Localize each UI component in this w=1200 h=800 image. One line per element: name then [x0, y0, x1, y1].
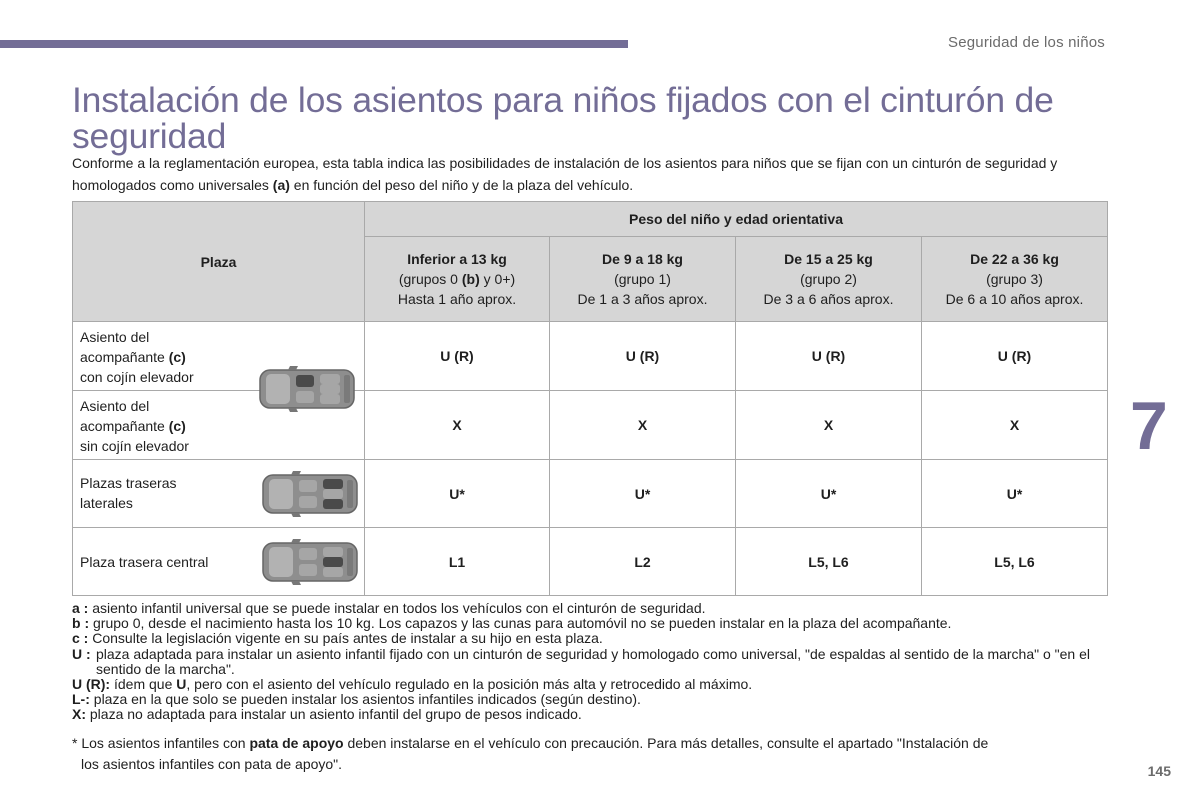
table-cell: U (R)	[550, 322, 736, 391]
table-cell: U (R)	[365, 322, 550, 391]
table-cell: U*	[736, 460, 922, 528]
seat-label-line: sin cojín elevador	[80, 438, 189, 454]
table-cell: U*	[365, 460, 550, 528]
seat-installation-table	[72, 201, 1108, 596]
table-row	[73, 391, 1108, 460]
table-cell: L5, L6	[736, 528, 922, 596]
note-text: ídem que	[110, 676, 177, 693]
section-header: Seguridad de los niños	[947, 34, 1105, 51]
note-key: U (R):	[72, 676, 111, 693]
chapter-number: 7	[1130, 388, 1168, 464]
note-bold: U	[176, 676, 187, 693]
seat-label	[73, 552, 250, 572]
intro-ref: (a)	[272, 177, 290, 193]
note-text: grupo 0, desde el nacimiento hasta los 10 kg. Los capazos y las cunas para automóvil no se pueden instalar en la plaza del acompañante.	[89, 615, 952, 632]
weight-group-age: Hasta 1 año aprox.	[397, 291, 517, 307]
seat-label	[73, 460, 250, 513]
seat-label-line: con cojín elevador	[80, 369, 194, 385]
intro-text-2: en función del peso del niño y de la plaza del vehículo.	[289, 177, 634, 193]
table-cell: U (R)	[736, 322, 922, 391]
footnote-line: los asientos infantiles con pata de apoyo".	[81, 756, 343, 772]
note-key: X:	[72, 706, 86, 723]
intro-text-1: Conforme a la reglamentación europea, esta tabla indica las posibilidades de instalación de los asientos para niños que se fijan con un cinturón de seguridad y homologados como universales	[72, 155, 1058, 193]
weight-group-sub: (grupo 3)	[986, 271, 1043, 287]
note-key: b :	[72, 615, 90, 632]
seat-cell	[73, 528, 365, 596]
seat-label-line	[80, 347, 250, 367]
table-cell: U*	[550, 460, 736, 528]
seat-label-line	[80, 416, 250, 436]
weight-group-title: De 22 a 36 kg	[970, 251, 1059, 267]
weight-group-header	[922, 237, 1108, 322]
weight-group-title: De 15 a 25 kg	[784, 251, 873, 267]
table-cell: X	[736, 391, 922, 460]
weight-group-sub-ref: (b)	[461, 271, 480, 287]
weight-group-sub	[365, 269, 549, 289]
seat-label-line: Asiento del	[80, 398, 150, 414]
table-cell: X	[922, 391, 1108, 460]
seat-label-line: laterales	[80, 495, 133, 511]
plaza-header: Plaza	[73, 202, 365, 322]
note-key: a :	[72, 600, 89, 616]
table-row	[73, 460, 1108, 528]
page-title: Instalación de los asientos para niños fijados con el cinturón de seguridad	[72, 80, 1054, 156]
weight-group-sub-text: (grupos 0	[398, 271, 462, 287]
note-key: U :	[72, 645, 91, 662]
car-front-passenger-seat-icon	[258, 365, 358, 413]
note-text: plaza adaptada para instalar un asiento infantil fijado con un cinturón de seguridad y homologado como universal, "de espaldas al sentido de la marcha" o "en el sentido de la marcha".	[96, 645, 1090, 677]
table-row	[73, 322, 1108, 391]
note-item	[72, 677, 1112, 692]
footnote-bold: pata de apoyo	[249, 735, 344, 751]
weight-group-header	[736, 237, 922, 322]
table-cell: X	[550, 391, 736, 460]
note-item	[72, 631, 1112, 646]
table-row	[73, 528, 1108, 596]
note-item	[72, 616, 1112, 631]
note-text: plaza no adaptada para instalar un asiento infantil del grupo de pesos indicado.	[86, 706, 582, 723]
footnote-text: deben instalarse en el vehículo con precaución. Para más detalles, consulte el apartado "Instalación de	[343, 735, 989, 751]
note-text: , pero con el asiento del vehículo regulado en la posición más alta y retrocedido al máximo.	[186, 676, 753, 693]
footnote-text: * Los asientos infantiles con	[72, 735, 250, 751]
weight-group-sub: (grupo 1)	[614, 271, 671, 287]
note-text: Consulte la legislación vigente en su país antes de instalar a su hijo en esta plaza.	[88, 630, 603, 647]
weight-group-sub: (grupo 2)	[800, 271, 857, 287]
seat-label-line: Plazas traseras	[80, 475, 177, 491]
note-key: L-:	[72, 691, 90, 708]
header-accent-bar	[0, 40, 628, 48]
car-rear-outer-seats-icon	[261, 470, 361, 518]
weight-group-age: De 6 a 10 años aprox.	[945, 291, 1084, 307]
note-key: c :	[72, 630, 89, 647]
table-cell: L1	[365, 528, 550, 596]
weight-group-title: Inferior a 13 kg	[407, 251, 507, 267]
legend-notes	[72, 601, 1112, 723]
table-cell: L5, L6	[922, 528, 1108, 596]
footnote	[72, 733, 1102, 775]
weight-group-header	[550, 237, 736, 322]
note-item	[72, 601, 1112, 616]
intro-paragraph	[72, 152, 1112, 196]
weight-group-header	[365, 237, 550, 322]
note-item	[72, 692, 1112, 707]
weight-group-age: De 1 a 3 años aprox.	[577, 291, 708, 307]
footnote-line	[72, 733, 1102, 754]
table-cell: U*	[922, 460, 1108, 528]
car-rear-center-seat-icon	[261, 538, 361, 586]
note-item	[72, 707, 1112, 722]
weight-group-title: De 9 a 18 kg	[602, 251, 683, 267]
note-text: asiento infantil universal que se puede instalar en todos los vehículos con el cinturón de seguridad.	[88, 600, 706, 616]
note-text: plaza en la que solo se pueden instalar los asientos infantiles indicados (según destino).	[89, 691, 641, 708]
page-number: 145	[1147, 763, 1171, 779]
table-cell: L2	[550, 528, 736, 596]
seat-label	[73, 391, 250, 456]
seat-label-text: acompañante	[80, 418, 169, 434]
seat-label-line: Plaza trasera central	[80, 553, 209, 570]
weight-group-sub-text: y 0+)	[479, 271, 516, 287]
seat-cell	[73, 460, 365, 528]
seat-label	[73, 322, 250, 387]
seat-label-ref: (c)	[168, 418, 186, 434]
note-item	[72, 647, 1112, 677]
table-cell: U (R)	[922, 322, 1108, 391]
seat-label-text: acompañante	[80, 349, 169, 365]
weight-group-age: De 3 a 6 años aprox.	[763, 291, 894, 307]
weight-header: Peso del niño y edad orientativa	[365, 202, 1108, 237]
seat-label-line: Asiento del	[80, 329, 150, 345]
seat-label-ref: (c)	[168, 349, 186, 365]
table-cell: X	[365, 391, 550, 460]
